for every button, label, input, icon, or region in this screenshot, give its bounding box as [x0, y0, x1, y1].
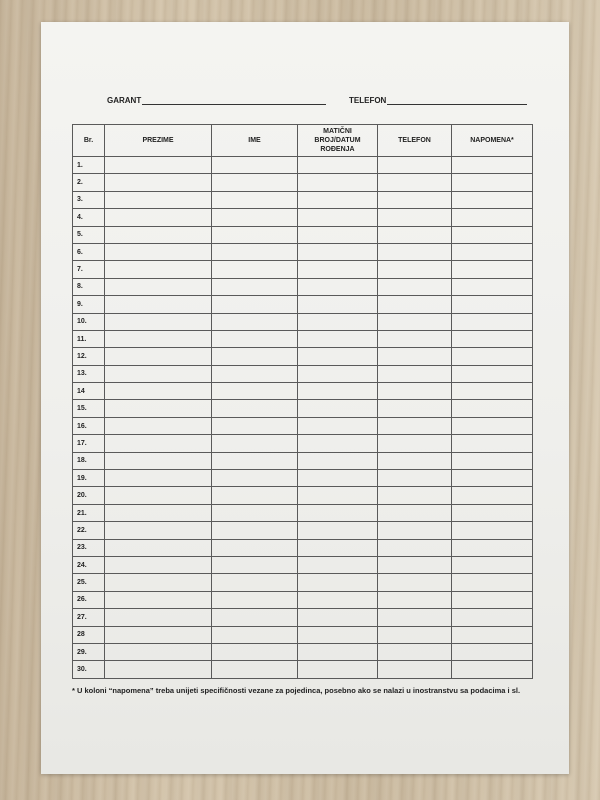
cell-prezime[interactable]: [105, 313, 212, 330]
guarantor-table: [72, 124, 533, 679]
row-number: 8.: [73, 278, 105, 295]
cell-prezime[interactable]: [105, 626, 212, 643]
row-number: 20.: [73, 487, 105, 504]
table-row: [73, 296, 533, 313]
cell-napomena[interactable]: [452, 435, 533, 452]
cell-napomena[interactable]: [452, 243, 533, 260]
cell-maticni[interactable]: [298, 626, 378, 643]
cell-napomena[interactable]: [452, 313, 533, 330]
cell-napomena[interactable]: [452, 522, 533, 539]
cell-maticni[interactable]: [298, 157, 378, 174]
cell-maticni[interactable]: [298, 191, 378, 208]
cell-telefon[interactable]: [378, 522, 452, 539]
row-number: 16.: [73, 417, 105, 434]
cell-prezime[interactable]: [105, 243, 212, 260]
row-number: 24.: [73, 556, 105, 573]
table-row: [73, 522, 533, 539]
row-number: 9.: [73, 296, 105, 313]
cell-prezime[interactable]: [105, 400, 212, 417]
cell-telefon[interactable]: [378, 626, 452, 643]
row-number: 19.: [73, 470, 105, 487]
cell-napomena[interactable]: [452, 365, 533, 382]
cell-prezime[interactable]: [105, 470, 212, 487]
cell-prezime[interactable]: [105, 348, 212, 365]
cell-prezime[interactable]: [105, 487, 212, 504]
cell-telefon[interactable]: [378, 574, 452, 591]
cell-napomena[interactable]: [452, 556, 533, 573]
table-row: [73, 487, 533, 504]
cell-napomena[interactable]: [452, 226, 533, 243]
cell-telefon[interactable]: [378, 470, 452, 487]
cell-napomena[interactable]: [452, 400, 533, 417]
cell-maticni[interactable]: [298, 278, 378, 295]
row-number: 26.: [73, 591, 105, 608]
cell-prezime[interactable]: [105, 522, 212, 539]
cell-prezime[interactable]: [105, 365, 212, 382]
cell-telefon[interactable]: [378, 191, 452, 208]
row-number: 18.: [73, 452, 105, 469]
cell-prezime[interactable]: [105, 157, 212, 174]
table-row: [73, 278, 533, 295]
table-row: [73, 504, 533, 521]
cell-napomena[interactable]: [452, 452, 533, 469]
row-number: 3.: [73, 191, 105, 208]
cell-prezime[interactable]: [105, 278, 212, 295]
cell-napomena[interactable]: [452, 330, 533, 347]
cell-ime[interactable]: [212, 487, 298, 504]
table-row: [73, 191, 533, 208]
cell-telefon[interactable]: [378, 296, 452, 313]
table-row: [73, 539, 533, 556]
cell-telefon[interactable]: [378, 278, 452, 295]
cell-napomena[interactable]: [452, 209, 533, 226]
col-header-telefon: TELEFON: [378, 125, 452, 157]
col-header-maticni-line-2: BROJ/DATUM: [314, 137, 361, 144]
table-row: [73, 661, 533, 678]
cell-maticni[interactable]: [298, 574, 378, 591]
cell-napomena[interactable]: [452, 643, 533, 660]
cell-napomena[interactable]: [452, 383, 533, 400]
cell-prezime[interactable]: [105, 556, 212, 573]
cell-maticni[interactable]: [298, 539, 378, 556]
cell-napomena[interactable]: [452, 487, 533, 504]
cell-maticni[interactable]: [298, 643, 378, 660]
table-row: [73, 174, 533, 191]
cell-prezime[interactable]: [105, 417, 212, 434]
cell-prezime[interactable]: [105, 609, 212, 626]
table-row: [73, 313, 533, 330]
cell-ime[interactable]: [212, 435, 298, 452]
table-row: [73, 609, 533, 626]
row-number: 21.: [73, 504, 105, 521]
cell-telefon[interactable]: [378, 313, 452, 330]
cell-napomena[interactable]: [452, 157, 533, 174]
table-row: [73, 470, 533, 487]
table-row: [73, 452, 533, 469]
table-row: [73, 261, 533, 278]
telefon-field: [349, 96, 527, 105]
cell-ime[interactable]: [212, 626, 298, 643]
cell-ime[interactable]: [212, 313, 298, 330]
cell-maticni[interactable]: [298, 243, 378, 260]
cell-maticni[interactable]: [298, 174, 378, 191]
cell-maticni[interactable]: [298, 226, 378, 243]
cell-prezime[interactable]: [105, 643, 212, 660]
cell-telefon[interactable]: [378, 539, 452, 556]
table-row: [73, 417, 533, 434]
cell-telefon[interactable]: [378, 556, 452, 573]
cell-prezime[interactable]: [105, 261, 212, 278]
cell-telefon[interactable]: [378, 487, 452, 504]
cell-napomena[interactable]: [452, 626, 533, 643]
col-header-br: Br.: [73, 125, 105, 157]
cell-napomena[interactable]: [452, 174, 533, 191]
table-row: [73, 209, 533, 226]
cell-napomena[interactable]: [452, 348, 533, 365]
cell-maticni[interactable]: [298, 417, 378, 434]
row-number: 25.: [73, 574, 105, 591]
cell-ime[interactable]: [212, 330, 298, 347]
table-row: [73, 383, 533, 400]
cell-prezime[interactable]: [105, 539, 212, 556]
cell-maticni[interactable]: [298, 348, 378, 365]
row-number: 22.: [73, 522, 105, 539]
table-row: [73, 626, 533, 643]
cell-telefon[interactable]: [378, 661, 452, 678]
cell-maticni[interactable]: [298, 487, 378, 504]
cell-maticni[interactable]: [298, 435, 378, 452]
row-number: 4.: [73, 209, 105, 226]
cell-maticni[interactable]: [298, 591, 378, 608]
cell-maticni[interactable]: [298, 400, 378, 417]
cell-telefon[interactable]: [378, 348, 452, 365]
cell-ime[interactable]: [212, 643, 298, 660]
cell-ime[interactable]: [212, 591, 298, 608]
cell-prezime[interactable]: [105, 296, 212, 313]
cell-ime[interactable]: [212, 365, 298, 382]
cell-telefon[interactable]: [378, 383, 452, 400]
cell-ime[interactable]: [212, 226, 298, 243]
row-number: 5.: [73, 226, 105, 243]
cell-ime[interactable]: [212, 348, 298, 365]
row-number: 12.: [73, 348, 105, 365]
cell-napomena[interactable]: [452, 296, 533, 313]
cell-prezime[interactable]: [105, 591, 212, 608]
cell-prezime[interactable]: [105, 191, 212, 208]
row-number: 30.: [73, 661, 105, 678]
garant-line: [142, 97, 326, 105]
telefon-line: [387, 97, 527, 105]
table-row: [73, 330, 533, 347]
cell-telefon[interactable]: [378, 330, 452, 347]
table-header-row: [73, 125, 533, 157]
cell-prezime[interactable]: [105, 504, 212, 521]
cell-telefon[interactable]: [378, 452, 452, 469]
cell-telefon[interactable]: [378, 609, 452, 626]
cell-ime[interactable]: [212, 661, 298, 678]
table-row: [73, 435, 533, 452]
telefon-label: TELEFON: [349, 96, 387, 105]
row-number: 27.: [73, 609, 105, 626]
garant-field: [107, 96, 326, 105]
cell-napomena[interactable]: [452, 504, 533, 521]
cell-prezime[interactable]: [105, 226, 212, 243]
table-row: [73, 574, 533, 591]
cell-telefon[interactable]: [378, 174, 452, 191]
cell-maticni[interactable]: [298, 470, 378, 487]
cell-napomena[interactable]: [452, 261, 533, 278]
cell-ime[interactable]: [212, 191, 298, 208]
cell-telefon[interactable]: [378, 157, 452, 174]
cell-ime[interactable]: [212, 417, 298, 434]
cell-telefon[interactable]: [378, 261, 452, 278]
cell-ime[interactable]: [212, 243, 298, 260]
cell-ime[interactable]: [212, 157, 298, 174]
row-number: 6.: [73, 243, 105, 260]
cell-telefon[interactable]: [378, 435, 452, 452]
col-header-maticni-line-3: ROĐENJA: [320, 146, 355, 153]
row-number: 17.: [73, 435, 105, 452]
cell-maticni[interactable]: [298, 452, 378, 469]
cell-maticni[interactable]: [298, 522, 378, 539]
cell-maticni[interactable]: [298, 661, 378, 678]
table-row: [73, 348, 533, 365]
cell-prezime[interactable]: [105, 661, 212, 678]
cell-maticni[interactable]: [298, 313, 378, 330]
cell-ime[interactable]: [212, 574, 298, 591]
cell-napomena[interactable]: [452, 591, 533, 608]
col-header-napomena: NAPOMENA*: [452, 125, 533, 157]
table-row: [73, 226, 533, 243]
cell-maticni[interactable]: [298, 556, 378, 573]
row-number: 28: [73, 626, 105, 643]
cell-ime[interactable]: [212, 296, 298, 313]
cell-prezime[interactable]: [105, 383, 212, 400]
cell-ime[interactable]: [212, 522, 298, 539]
cell-telefon[interactable]: [378, 243, 452, 260]
cell-telefon[interactable]: [378, 226, 452, 243]
cell-telefon[interactable]: [378, 643, 452, 660]
cell-ime[interactable]: [212, 400, 298, 417]
cell-prezime[interactable]: [105, 435, 212, 452]
cell-telefon[interactable]: [378, 504, 452, 521]
cell-maticni[interactable]: [298, 209, 378, 226]
cell-ime[interactable]: [212, 278, 298, 295]
table-row: [73, 400, 533, 417]
cell-maticni[interactable]: [298, 504, 378, 521]
col-header-maticni-line-1: MATIČNI: [323, 128, 352, 135]
row-number: 1.: [73, 157, 105, 174]
cell-ime[interactable]: [212, 383, 298, 400]
cell-ime[interactable]: [212, 539, 298, 556]
cell-ime[interactable]: [212, 174, 298, 191]
row-number: 2.: [73, 174, 105, 191]
row-number: 7.: [73, 261, 105, 278]
row-number: 23.: [73, 539, 105, 556]
table-row: [73, 643, 533, 660]
cell-ime[interactable]: [212, 609, 298, 626]
row-number: 10.: [73, 313, 105, 330]
table-row: [73, 591, 533, 608]
cell-ime[interactable]: [212, 261, 298, 278]
table-row: [73, 365, 533, 382]
cell-prezime[interactable]: [105, 174, 212, 191]
garant-label: GARANT: [107, 96, 142, 105]
cell-prezime[interactable]: [105, 452, 212, 469]
cell-telefon[interactable]: [378, 209, 452, 226]
col-header-maticni: [298, 125, 378, 157]
cell-ime[interactable]: [212, 556, 298, 573]
footnote: * U koloni “napomena” treba unijeti specifičnosti vezane za pojedinca, posebno ako se nalazi u inostranstvu sa podacima i sl.: [72, 686, 521, 695]
cell-prezime[interactable]: [105, 209, 212, 226]
col-header-ime: IME: [212, 125, 298, 157]
cell-ime[interactable]: [212, 209, 298, 226]
table-row: [73, 556, 533, 573]
cell-maticni[interactable]: [298, 365, 378, 382]
cell-maticni[interactable]: [298, 383, 378, 400]
col-header-prezime: PREZIME: [105, 125, 212, 157]
row-number: 14: [73, 383, 105, 400]
row-number: 29.: [73, 643, 105, 660]
cell-napomena[interactable]: [452, 574, 533, 591]
cell-napomena[interactable]: [452, 278, 533, 295]
cell-napomena[interactable]: [452, 609, 533, 626]
cell-telefon[interactable]: [378, 365, 452, 382]
cell-ime[interactable]: [212, 452, 298, 469]
row-number: 15.: [73, 400, 105, 417]
table-row: [73, 157, 533, 174]
cell-prezime[interactable]: [105, 574, 212, 591]
cell-napomena[interactable]: [452, 470, 533, 487]
cell-prezime[interactable]: [105, 330, 212, 347]
cell-ime[interactable]: [212, 470, 298, 487]
table-row: [73, 243, 533, 260]
cell-napomena[interactable]: [452, 191, 533, 208]
row-number: 13.: [73, 365, 105, 382]
cell-ime[interactable]: [212, 504, 298, 521]
cell-maticni[interactable]: [298, 330, 378, 347]
cell-napomena[interactable]: [452, 417, 533, 434]
cell-telefon[interactable]: [378, 591, 452, 608]
cell-maticni[interactable]: [298, 609, 378, 626]
cell-telefon[interactable]: [378, 417, 452, 434]
row-number: 11.: [73, 330, 105, 347]
cell-napomena[interactable]: [452, 539, 533, 556]
cell-maticni[interactable]: [298, 261, 378, 278]
cell-napomena[interactable]: [452, 661, 533, 678]
cell-maticni[interactable]: [298, 296, 378, 313]
cell-telefon[interactable]: [378, 400, 452, 417]
